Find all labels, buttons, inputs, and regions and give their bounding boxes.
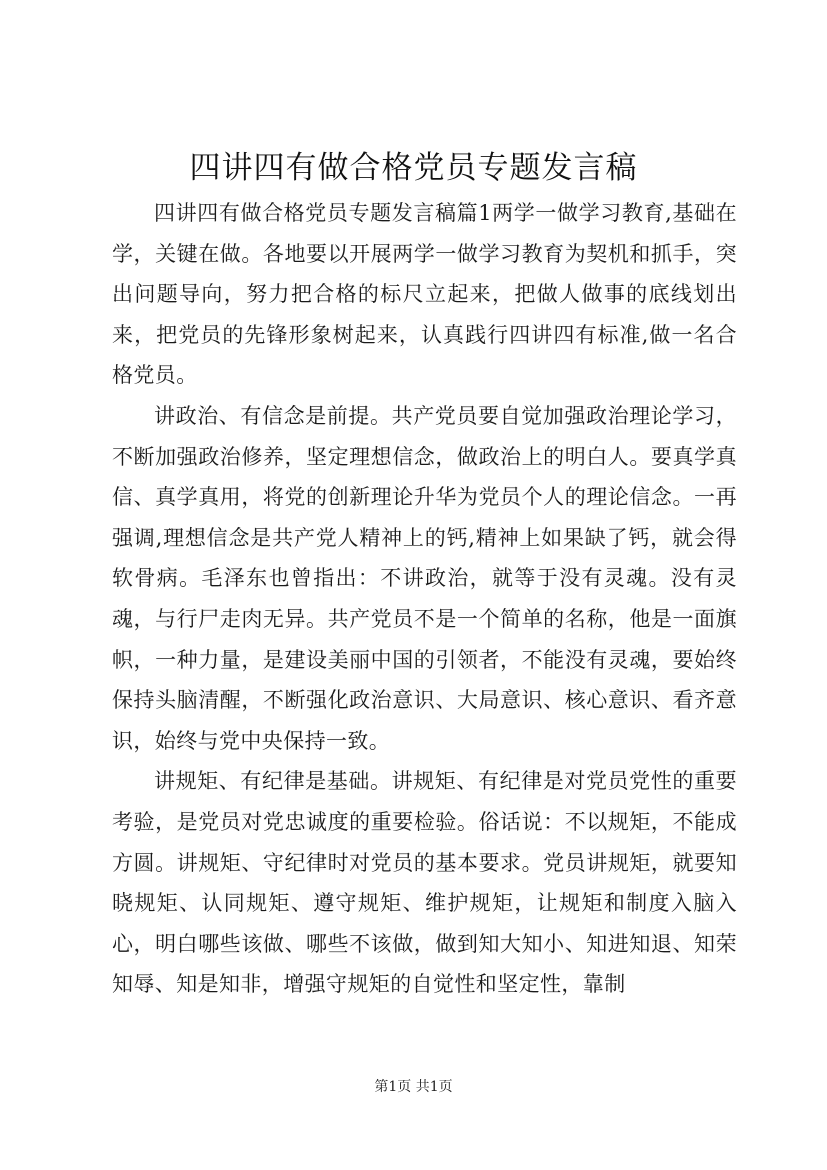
paragraph-discipline: 讲规矩、有纪律是基础。讲规矩、有纪律是对党员党性的重要考验，是党员对党忠诚度的重要检验。俗话说：不以规矩，不能成方圆。讲规矩、守纪律时对党员的基本要求。党员讲规矩，就要知晓规矩、认同规矩、遵守规矩、维护规矩，让规矩和制度入脑入心，明白哪些该做、哪些不该做，做到知大知小、知进知退、知荣知辱、知是知非，增强守规矩的自觉性和坚定性，靠制 [112, 769, 737, 997]
document-title: 四讲四有做合格党员专题发言稿 [189, 150, 638, 186]
document-body [112, 193, 737, 1005]
page-footer: 第1页 共1页 [374, 1079, 453, 1095]
paragraph-intro: 四讲四有做合格党员专题发言稿篇1两学一做学习教育,基础在学，关键在做。各地要以开展两学一做学习教育为契机和抓手，突出问题导向，努力把合格的标尺立起来，把做人做事的底线划出来，把党员的先锋形象树起来，认真践行四讲四有标准,做一名合格党员。 [112, 201, 737, 388]
paragraph-politics: 讲政治、有信念是前提。共产党员要自觉加强政治理论学习，不断加强政治修养，坚定理想信念，做政治上的明白人。要真学真信、真学真用，将党的创新理论升华为党员个人的理论信念。一再强调,理想信念是共产党人精神上的钙,精神上如果缺了钙，就会得软骨病。毛泽东也曾指出：不讲政治，就等于没有灵魂。没有灵魂，与行尸走肉无异。共产党员不是一个简单的名称，他是一面旗帜，一种力量，是建设美丽中国的引领者，不能没有灵魂，要始终保持头脑清醒，不断强化政治意识、大局意识、核心意识、看齐意识，始终与党中央保持一致。 [112, 403, 737, 753]
